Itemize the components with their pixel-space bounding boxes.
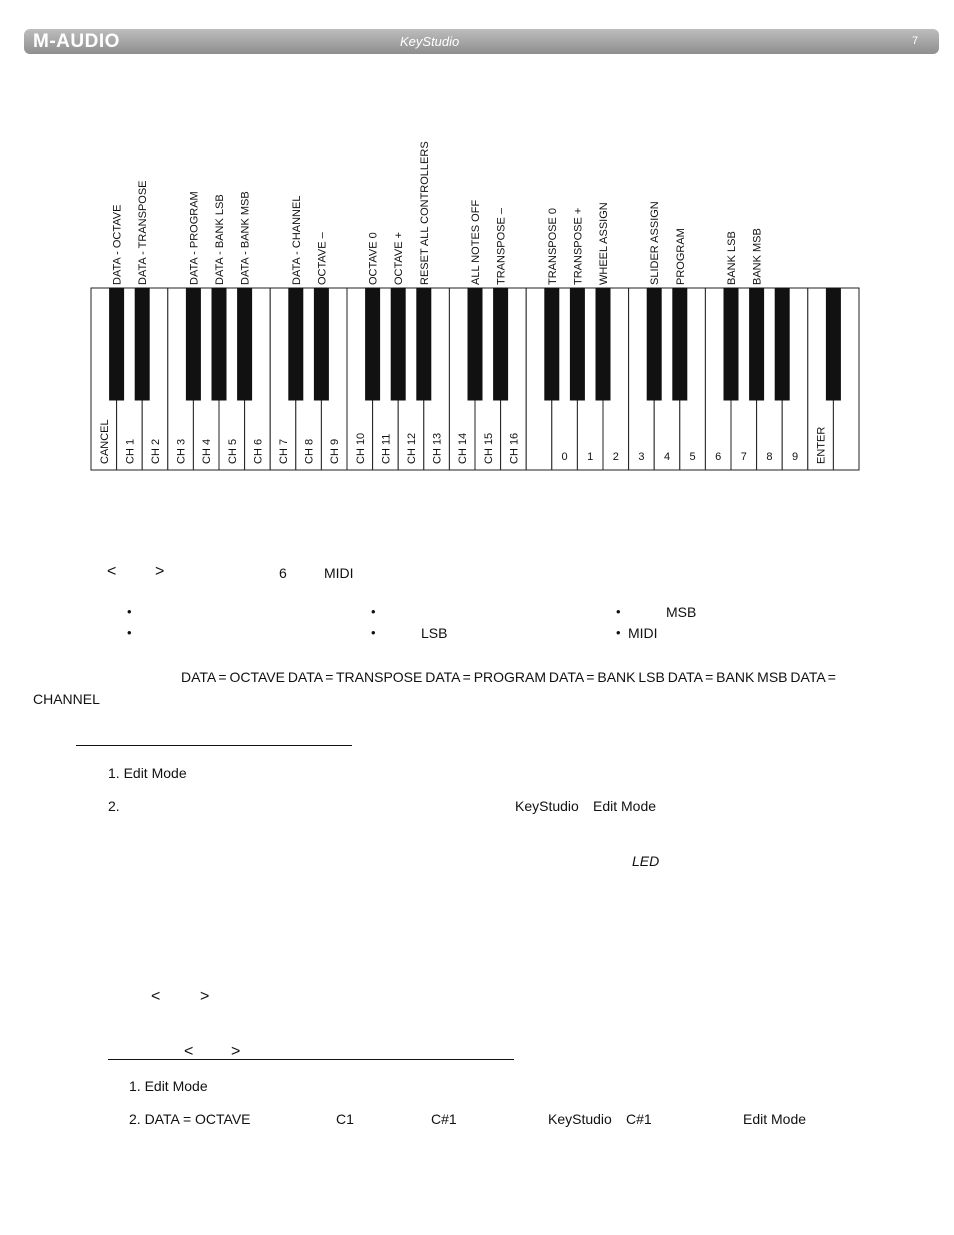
- data-modes-line: DATA = OCTAVE DATA = TRANSPOSE DATA = PROGRAM DATA = BANK LSB DATA = BANK MSB DATA =: [181, 669, 836, 685]
- bullet: •: [371, 604, 376, 619]
- step-2: 2. DATA = OCTAVE: [129, 1111, 251, 1127]
- black-key: [647, 288, 661, 400]
- text-c1: C1: [336, 1111, 354, 1127]
- key-function-label: TRANSPOSE 0: [546, 207, 559, 285]
- black-key: [186, 288, 200, 400]
- key-channel-label: CH 9: [329, 438, 342, 464]
- text-midi-bullet: MIDI: [628, 625, 658, 641]
- key-channel-label: ENTER: [815, 426, 828, 464]
- black-key: [391, 288, 405, 400]
- key-number-label: 9: [791, 451, 799, 463]
- key-function-label: DATA - OCTAVE: [111, 204, 124, 285]
- angle-left: <: [151, 988, 161, 1005]
- text-six: 6: [279, 565, 287, 581]
- text-midi: MIDI: [324, 565, 354, 581]
- angle-left: <: [107, 563, 117, 580]
- key-channel-label: CH 7: [278, 438, 290, 464]
- key-channel-label: CH 6: [252, 438, 265, 464]
- angle-right: >: [231, 1043, 241, 1060]
- section-heading-rule: [76, 745, 352, 746]
- angle-right: >: [155, 563, 165, 580]
- key-number-label: 1: [587, 451, 594, 463]
- black-key: [673, 288, 687, 400]
- key-channel-label: CH 10: [354, 432, 367, 464]
- black-key: [826, 288, 840, 400]
- bullet: •: [616, 625, 621, 640]
- text-lsb: LSB: [421, 625, 448, 641]
- black-key: [366, 288, 380, 400]
- text-edit-mode: Edit Mode: [743, 1111, 807, 1127]
- angle-left: <: [184, 1043, 194, 1060]
- key-function-label: TRANSPOSE +: [572, 207, 585, 285]
- text-channel: CHANNEL: [33, 691, 100, 707]
- page-header: [24, 29, 939, 54]
- key-function-label: DATA - CHANNEL: [290, 195, 303, 285]
- angle-right: >: [200, 988, 210, 1005]
- key-function-label: PROGRAM: [674, 228, 687, 285]
- key-function-label: DATA - BANK LSB: [214, 194, 226, 285]
- key-channel-label: CH 3: [175, 438, 188, 464]
- black-key: [750, 288, 764, 400]
- section-heading-rule: [108, 1059, 514, 1060]
- black-key: [468, 288, 482, 400]
- bullet: •: [371, 625, 376, 640]
- key-function-label: SLIDER ASSIGN: [649, 201, 662, 285]
- text-edit-mode: Edit Mode: [593, 798, 657, 814]
- black-key: [494, 288, 508, 400]
- key-channel-label: CH 1: [124, 438, 137, 464]
- black-key: [570, 288, 584, 400]
- black-key: [775, 288, 789, 400]
- key-channel-label: CH 14: [457, 432, 470, 464]
- key-channel-label: CH 15: [482, 432, 495, 464]
- text-csharp1: C#1: [431, 1111, 457, 1127]
- black-key: [289, 288, 303, 400]
- key-function-label: TRANSPOSE –: [495, 207, 508, 285]
- key-number-label: 6: [715, 451, 722, 463]
- key-number-label: 5: [689, 451, 696, 463]
- black-key: [596, 288, 610, 400]
- black-key: [545, 288, 559, 400]
- text-keystudio: KeyStudio: [548, 1111, 612, 1127]
- key-number-label: 0: [561, 451, 568, 463]
- text-csharp1: C#1: [626, 1111, 652, 1127]
- black-key: [238, 288, 252, 400]
- step-1: 1. Edit Mode: [129, 1078, 208, 1094]
- key-channel-label: CH 16: [508, 432, 521, 464]
- black-key: [724, 288, 738, 400]
- key-channel-label: CH 11: [380, 433, 393, 464]
- key-channel-label: CH 13: [431, 432, 444, 464]
- key-function-label: DATA - BANK MSB: [239, 191, 252, 285]
- bullet: •: [616, 604, 621, 619]
- key-number-label: 8: [766, 451, 773, 463]
- key-channel-label: CH 2: [150, 438, 162, 464]
- key-function-label: ALL NOTES OFF: [470, 199, 482, 285]
- black-key: [417, 288, 431, 400]
- key-function-label: DATA - PROGRAM: [188, 191, 201, 285]
- black-key: [212, 288, 226, 400]
- bullet: •: [127, 625, 132, 640]
- key-channel-label: CH 4: [201, 438, 214, 464]
- key-number-label: 3: [638, 451, 645, 463]
- bullet: •: [127, 604, 132, 619]
- m-audio-logo: M-AUDIO: [33, 31, 120, 52]
- black-key: [110, 288, 124, 400]
- page-number: 7: [912, 35, 919, 47]
- step-2-number: 2.: [108, 798, 120, 814]
- black-key: [314, 288, 328, 400]
- key-function-label: BANK MSB: [751, 228, 764, 285]
- keyboard-diagram: [0, 110, 954, 480]
- key-function-label: OCTAVE 0: [367, 232, 380, 285]
- key-number-label: 4: [663, 451, 671, 463]
- key-number-label: 7: [740, 451, 747, 463]
- step-1: 1. Edit Mode: [108, 765, 187, 781]
- text-keystudio: KeyStudio: [515, 798, 579, 814]
- black-key: [135, 288, 149, 400]
- key-function-label: DATA - TRANSPOSE: [137, 180, 150, 285]
- key-function-label: OCTAVE +: [393, 231, 406, 285]
- key-function-label: OCTAVE –: [316, 232, 329, 285]
- key-channel-label: CH 5: [226, 438, 239, 464]
- text-led: LED: [632, 853, 660, 869]
- key-number-label: 2: [612, 451, 619, 463]
- key-function-label: WHEEL ASSIGN: [598, 202, 610, 285]
- key-channel-label: CANCEL: [98, 419, 111, 464]
- key-function-label: RESET ALL CONTROLLERS: [418, 141, 431, 285]
- text-msb: MSB: [666, 604, 697, 620]
- key-channel-label: CH 8: [303, 438, 316, 464]
- key-channel-label: CH 12: [406, 432, 418, 464]
- key-function-label: BANK LSB: [726, 231, 738, 285]
- header-title: KeyStudio: [400, 34, 460, 49]
